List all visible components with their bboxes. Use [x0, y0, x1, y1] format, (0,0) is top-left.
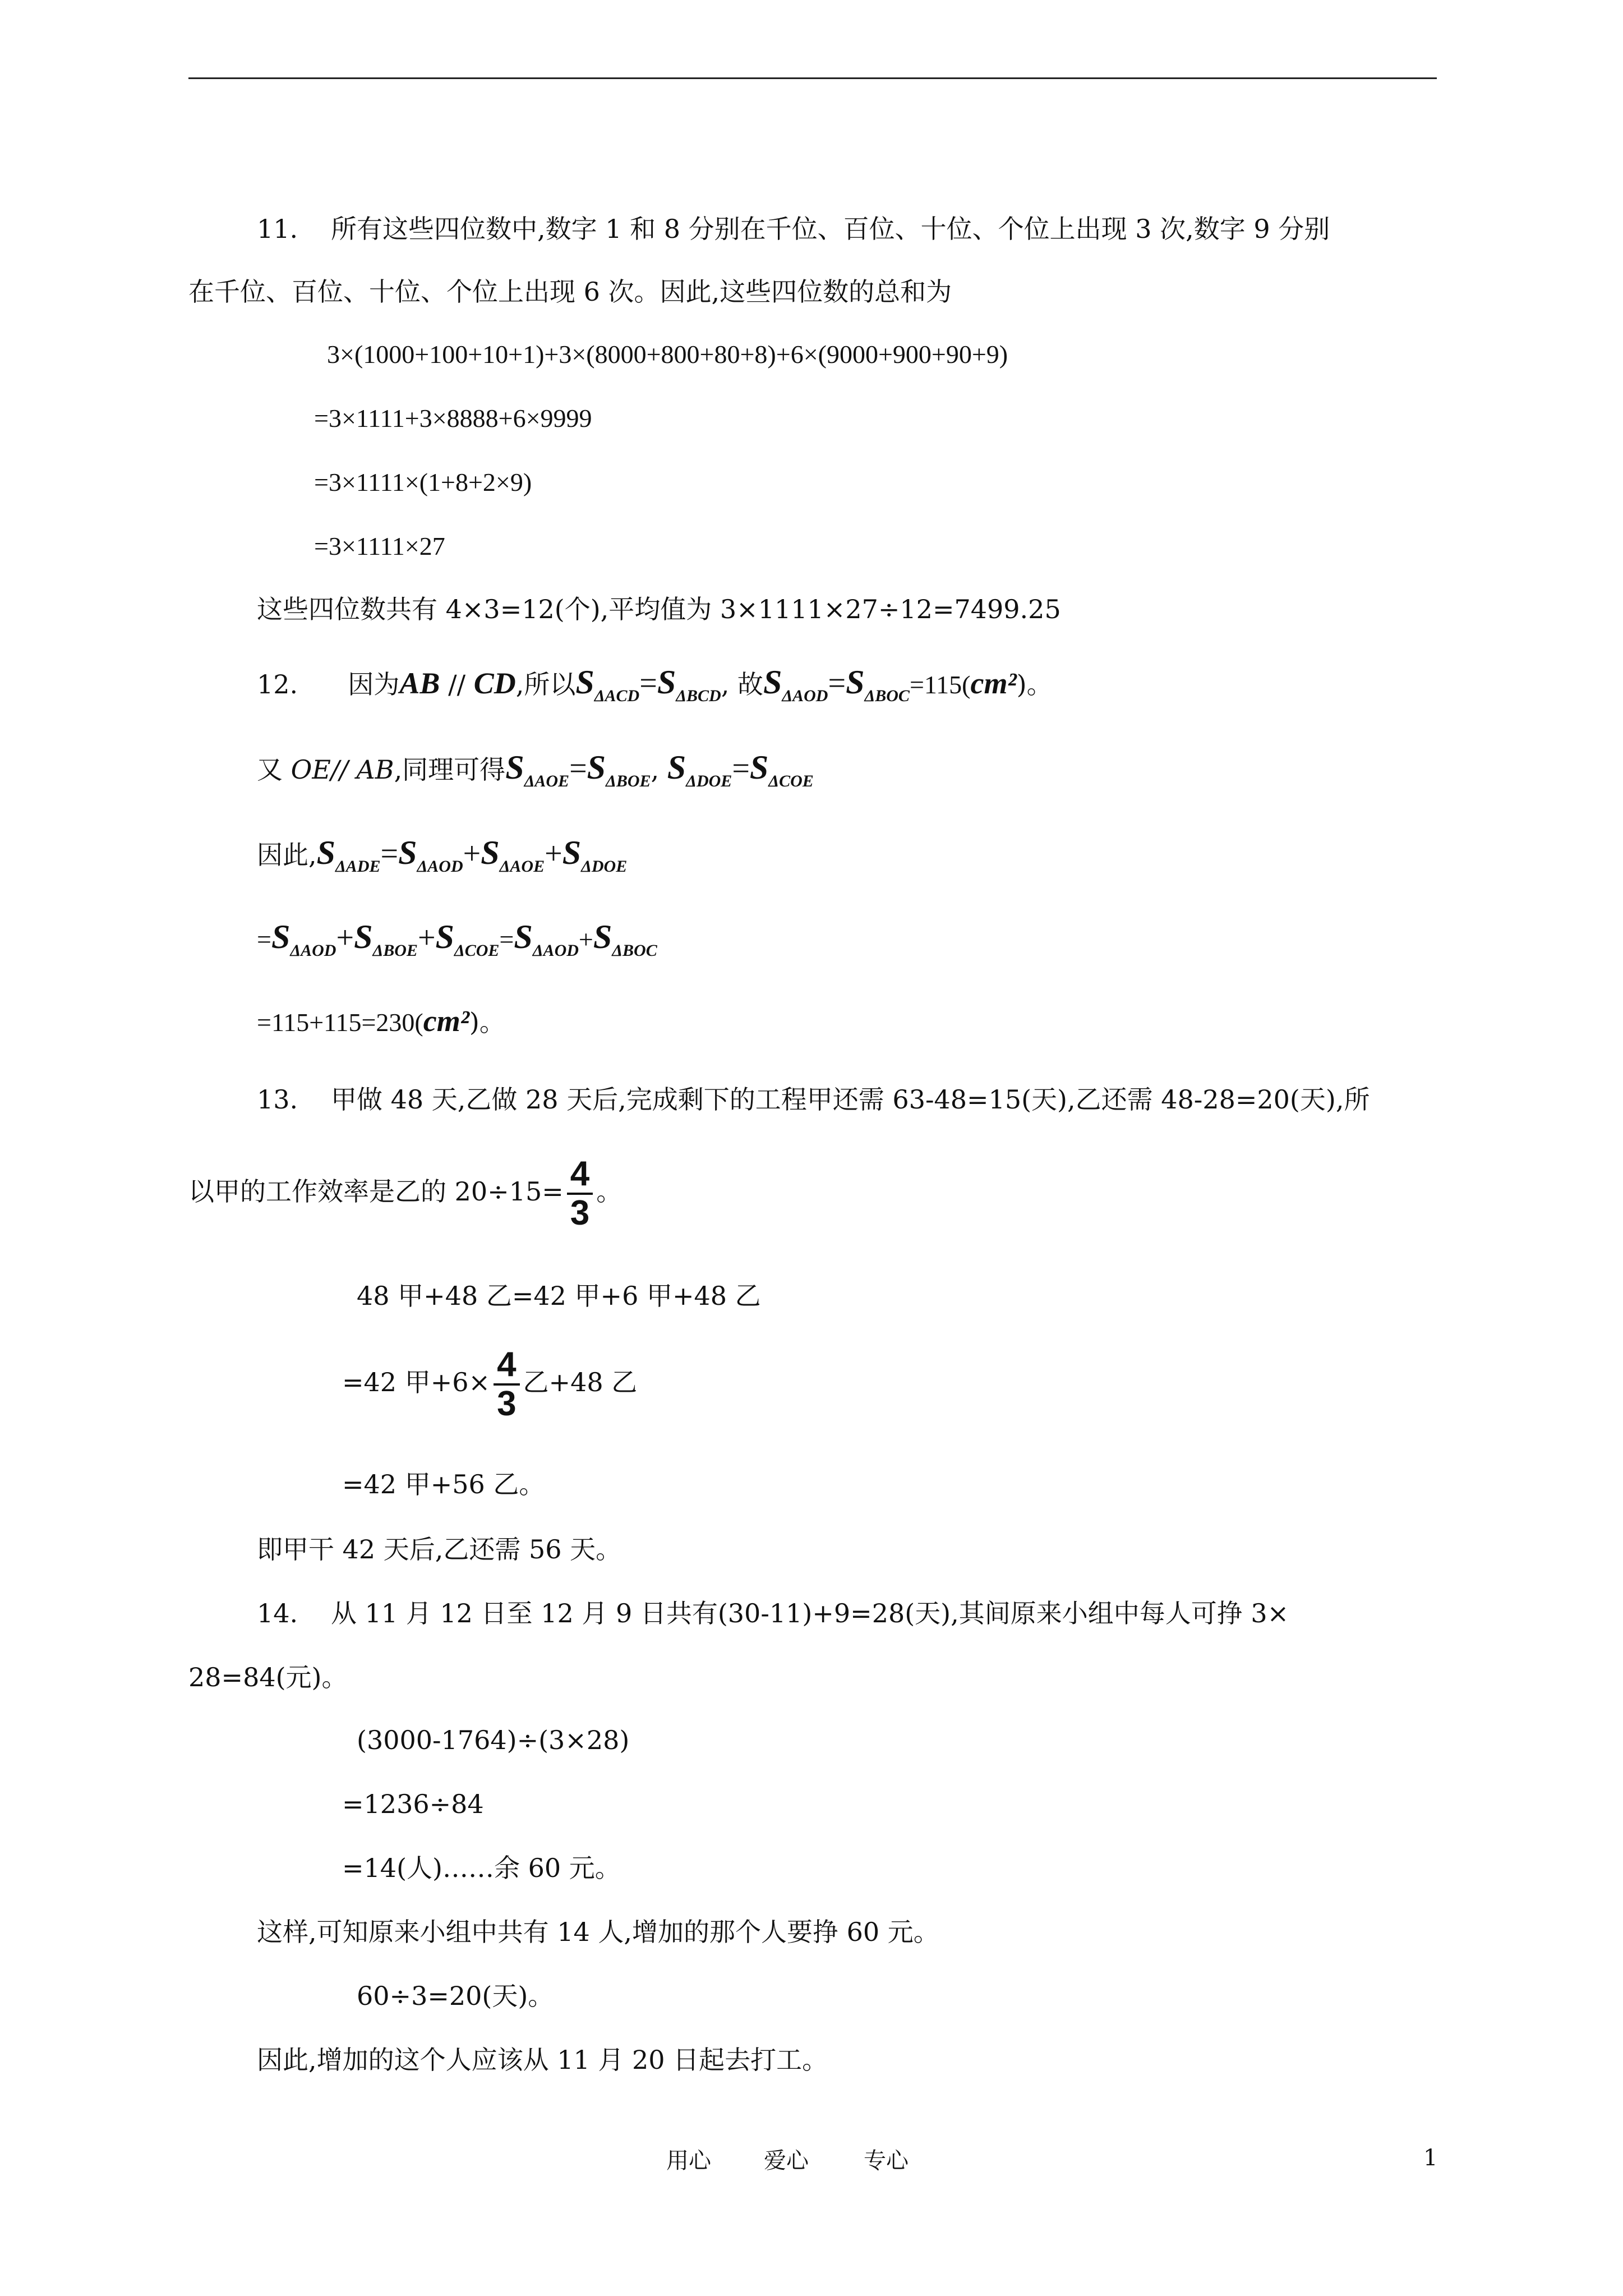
footer-word-3: 专心	[864, 2148, 909, 2174]
area-sub-doe: ΔDOE	[581, 857, 628, 876]
plus: +	[578, 925, 593, 954]
p13-eq2b: 乙+48 乙	[523, 1367, 638, 1397]
p13-text-line2	[188, 1156, 622, 1232]
area-sub-aoe: ΔAOE	[499, 857, 545, 876]
area-sub-bcd: ΔBCD	[676, 687, 721, 705]
p14-text-line2: 28=84(元)。	[188, 1662, 348, 1692]
p13-eq1: 48 甲+48 乙=42 甲+6 甲+48 乙	[357, 1281, 761, 1311]
p13-text2b: 。	[596, 1176, 623, 1207]
area-symbol: S	[505, 749, 524, 786]
area-symbol: S	[763, 664, 782, 701]
p11-eq3: =3×1111×(1+8+2×9)	[314, 468, 532, 496]
p11-number: 11.	[257, 214, 298, 244]
area-value: =115(	[909, 670, 971, 699]
area-sub-aoe: ΔAOE	[524, 772, 570, 790]
area-sub-coe: ΔCOE	[768, 772, 814, 790]
plus: +	[336, 921, 354, 955]
frac-numerator: 4	[494, 1346, 519, 1386]
p14-number: 14.	[257, 1598, 298, 1628]
area-sub-aod: ΔAOD	[782, 687, 828, 705]
area-symbol: S	[749, 749, 769, 786]
unit-cm2: cm²	[423, 1004, 469, 1038]
plus: +	[417, 921, 436, 955]
equals: =	[380, 836, 399, 871]
p12-line4	[257, 920, 657, 968]
area-sub-doe: ΔDOE	[686, 772, 732, 790]
area-sub-boc: ΔBOC	[864, 687, 910, 705]
p14-text-line1: 从 11 月 12 日至 12 月 9 日共有(30-11)+9=28(天),其间原来小组中每人可挣 3×	[331, 1598, 1289, 1628]
text-so: ,所以	[515, 669, 576, 700]
parallel-symbol: //	[440, 669, 474, 700]
comma: ,	[651, 754, 667, 785]
unit-cm2: cm²	[970, 666, 1017, 700]
header-rule	[188, 77, 1437, 79]
segment-cd: CD	[473, 666, 516, 700]
close-paren: )。	[1016, 669, 1053, 700]
p14-eq3: =14(人)……余 60 元。	[342, 1853, 621, 1883]
area-symbol: S	[667, 749, 686, 786]
p13-conclusion: 即甲干 42 天后,乙还需 56 天。	[257, 1534, 622, 1565]
area-sub-acd: ΔACD	[594, 687, 640, 705]
p14-text-line3: 这样,可知原来小组中共有 14 人,增加的那个人要挣 60 元。	[257, 1917, 939, 1947]
frac-denominator: 3	[570, 1194, 590, 1232]
area-sub-ade: ΔADE	[335, 857, 381, 876]
area-symbol: S	[354, 918, 373, 955]
p14-eq1: (3000-1764)÷(3×28)	[357, 1725, 630, 1755]
p12-number: 12.	[257, 669, 298, 700]
p11-text-line2: 在千位、百位、十位、个位上出现 6 次。因此,这些四位数的总和为	[188, 277, 952, 307]
area-sub-aod: ΔAOD	[532, 941, 579, 960]
equals: =	[257, 925, 271, 954]
oe-parallel-ab: OE// AB	[291, 754, 394, 785]
p11-text-line1: 所有这些四位数中,数字 1 和 8 分别在千位、百位、十位、个位上出现 3 次,数字 9 分别	[331, 214, 1330, 244]
footer-word-1: 用心	[666, 2148, 711, 2174]
equals: =	[499, 925, 514, 954]
area-sub-aod: ΔAOD	[417, 857, 463, 876]
fraction-4-3	[567, 1156, 593, 1232]
area-symbol: S	[587, 749, 606, 786]
p14-conclusion: 因此,增加的这个人应该从 11 月 20 日起去打工。	[257, 2045, 828, 2075]
frac-denominator: 3	[497, 1384, 517, 1423]
area-symbol: S	[398, 834, 417, 871]
text-also: 又	[257, 754, 291, 785]
area-sub-aod: ΔAOD	[290, 941, 336, 960]
p13-eq2a: =42 甲+6×	[342, 1367, 491, 1397]
footer-word-2: 爱心	[764, 2148, 809, 2174]
area-symbol: S	[846, 664, 865, 701]
area-sub-coe: ΔCOE	[454, 941, 500, 960]
page-number: 1	[1423, 2145, 1438, 2171]
area-symbol: S	[575, 664, 594, 701]
close-paren: )。	[469, 1007, 505, 1037]
area-sub-boe: ΔBOE	[606, 772, 651, 790]
fraction-4-3	[494, 1346, 519, 1423]
p12-line1	[257, 665, 1053, 713]
p14-eq4: 60÷3=20(天)。	[357, 1981, 554, 2011]
result-value: =115+115=230(	[257, 1008, 423, 1037]
area-symbol: S	[514, 918, 533, 955]
text-similarly: ,同理可得	[394, 754, 506, 785]
p13-text-line1: 甲做 48 天,乙做 28 天后,完成剩下的工程甲还需 63-48=15(天),乙还需 48-28=20(天),所	[331, 1084, 1370, 1115]
p13-eq2	[342, 1346, 637, 1423]
p13-text2a: 以甲的工作效率是乙的 20÷15=	[188, 1176, 564, 1207]
equals: =	[569, 751, 587, 786]
area-symbol: S	[562, 834, 582, 871]
p13-eq3: =42 甲+56 乙。	[342, 1469, 545, 1499]
area-sub-boc: ΔBOC	[612, 941, 657, 960]
equals: =	[732, 751, 750, 786]
p11-eq4: =3×1111×27	[314, 532, 445, 560]
p12-line2	[257, 751, 814, 798]
p13-number: 13.	[257, 1084, 298, 1115]
p12-line3	[257, 836, 627, 884]
area-symbol: S	[316, 834, 335, 871]
p11-eq2: =3×1111+3×8888+6×9999	[314, 404, 592, 432]
segment-ab: AB	[399, 666, 440, 700]
area-symbol: S	[271, 918, 291, 955]
text-therefore: , 故	[721, 669, 763, 700]
p11-eq1: 3×(1000+100+10+1)+3×(8000+800+80+8)+6×(9000+900+90+9)	[327, 340, 1008, 369]
area-symbol: S	[657, 664, 676, 701]
area-sub-boe: ΔBOE	[372, 941, 418, 960]
plus: +	[463, 836, 481, 871]
area-symbol: S	[435, 918, 454, 955]
frac-numerator: 4	[567, 1156, 593, 1195]
equals: =	[639, 666, 657, 701]
area-symbol: S	[481, 834, 500, 871]
text-because: 因为	[348, 669, 400, 700]
p11-conclusion: 这些四位数共有 4×3=12(个),平均值为 3×1111×27÷12=7499.25	[257, 594, 1061, 624]
p14-eq2: =1236÷84	[342, 1789, 484, 1819]
plus: +	[545, 836, 562, 871]
p12-line5	[257, 1004, 505, 1039]
text-hence: 因此,	[257, 840, 317, 870]
area-symbol: S	[593, 918, 612, 955]
equals: =	[828, 666, 846, 701]
